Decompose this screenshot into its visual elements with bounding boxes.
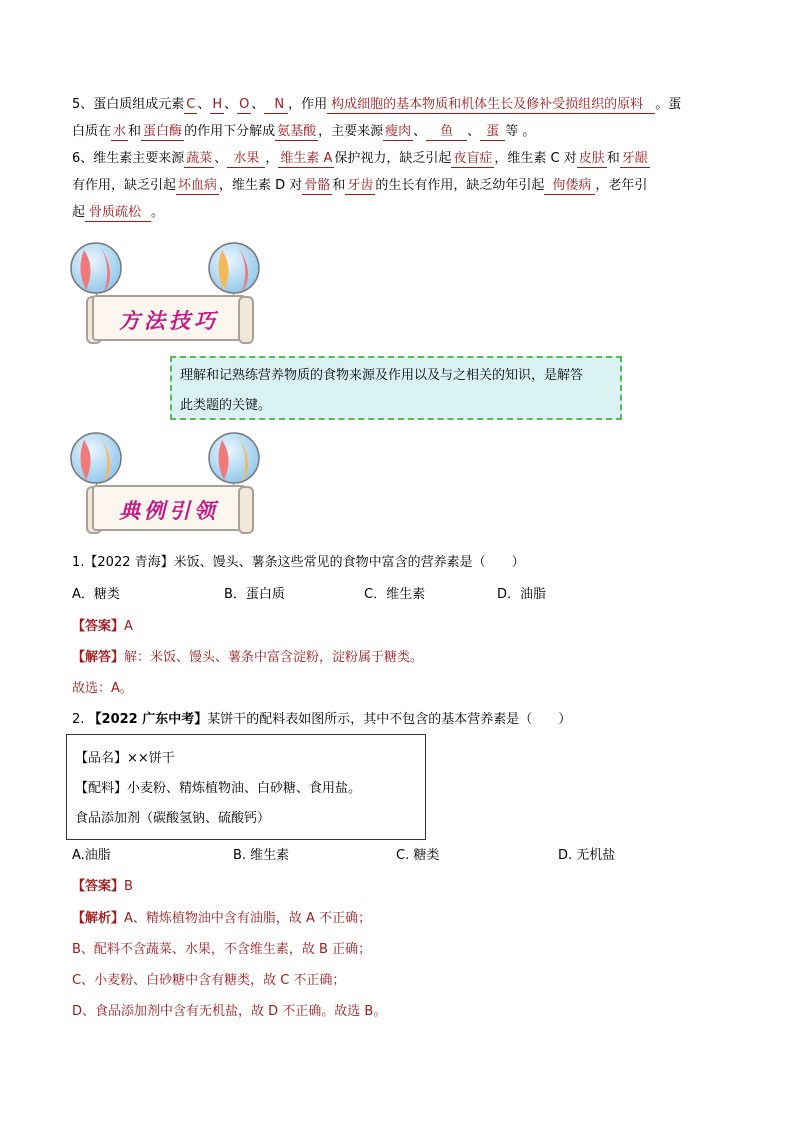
explain-text: A、精炼植物油中含有油脂，故 A 不正确；: [124, 911, 372, 926]
explain-label: 【解析】: [72, 911, 125, 926]
blank-answer: 骨骼: [304, 178, 331, 193]
explain-label: 【解答】: [72, 650, 125, 665]
banner-method-tips: [66, 238, 266, 353]
blank-answer: 构成细胞的基本物质和机体生长及修补受损组织的原料: [327, 97, 655, 114]
banner-title: 方法技巧: [119, 308, 219, 333]
tip-line: 理解和记熟练营养物质的食物来源及作用以及与之相关的知识，是解答: [180, 368, 584, 383]
text: 的生长有作用，缺乏幼年引起: [375, 178, 545, 193]
blank-answer: 佝偻病: [544, 178, 595, 195]
text: ，维生素 D 对: [219, 178, 303, 193]
recipe-line: 食品添加剂（碳酸氢钠、硫酸钙）: [75, 811, 271, 826]
scroll-banner: [92, 485, 246, 531]
blank-answer: 维生素 A: [280, 151, 333, 166]
blank-answer: N: [264, 97, 288, 114]
text: ，主要来源: [318, 124, 384, 139]
blank-answer: 氨基酸: [277, 124, 317, 139]
ex2-question: [72, 710, 571, 730]
text: 和: [332, 178, 346, 193]
text: ，: [265, 151, 279, 166]
q6-line-3: [72, 203, 164, 223]
text: 、: [467, 124, 481, 139]
ex2-option-d: D. 无机盐: [558, 848, 616, 863]
blank-answer: O: [239, 97, 250, 112]
banner-title: 典例引领: [119, 498, 219, 523]
q5-line-1: [72, 95, 681, 115]
text: 、: [251, 97, 265, 112]
text: 起: [72, 205, 86, 220]
text: 、: [224, 97, 238, 112]
ex2-option-b: B. 维生素: [233, 848, 290, 863]
answer-label: 【答案】: [72, 619, 125, 634]
text: ，维生素 C 对: [494, 151, 577, 166]
text: 。蛋: [655, 97, 682, 112]
ex2-option-a: A.油脂: [72, 848, 111, 863]
text: 保护视力，缺乏引起: [334, 151, 452, 166]
recipe-line: 【配料】小麦粉、精炼植物油、白砂糖、食用盐。: [75, 781, 362, 796]
ex1-question: 1.【2022 青海】米饭、馒头、薯条这些常见的食物中富含的营养素是（ ）: [72, 555, 525, 570]
blank-answer: 水: [113, 124, 127, 139]
scroll-curl-right: [238, 486, 254, 534]
blank-answer: 皮肤: [578, 151, 605, 166]
tip-box: [170, 356, 622, 420]
ex2-explanation-1: [72, 909, 371, 929]
answer-label: 【答案】: [72, 879, 125, 894]
blank-answer: C: [186, 97, 196, 112]
tip-line: 此类题的关键。: [180, 398, 272, 413]
text: 和: [128, 124, 142, 139]
text: 白质在: [72, 124, 112, 139]
ex1-answer: [72, 617, 133, 637]
text: 等 。: [505, 124, 536, 139]
text: 某饼干的配料表如图所示，其中不包含的基本营养素是（ ）: [207, 712, 572, 727]
text: 5、蛋白质组成元素: [72, 97, 185, 112]
text: 。: [151, 205, 165, 220]
answer-value: B: [124, 879, 133, 894]
blank-answer: 牙齿: [347, 178, 374, 193]
text: 、: [197, 97, 211, 112]
blank-answer: 瘦肉: [385, 124, 412, 139]
text: ，老年引: [595, 178, 648, 193]
blank-answer: 水果: [227, 151, 265, 168]
recipe-box: [66, 734, 426, 840]
source-tag: 【2022 广东中考】: [88, 712, 208, 727]
text: 6、维生素主要来源: [72, 151, 185, 166]
ex1-conclusion: 故选：A。: [72, 681, 133, 696]
q5-line-2: [72, 122, 535, 142]
text: ，作用: [288, 97, 328, 112]
blank-answer: 蛋: [480, 124, 505, 141]
explain-text: 解：米饭、馒头、薯条中富含淀粉，淀粉属于糖类。: [124, 650, 424, 665]
ex2-explanation-3: C、小麦粉、白砂糖中含有糖类，故 C 不正确；: [72, 973, 346, 988]
banner-typical-examples: [66, 428, 266, 543]
ex1-explanation: [72, 648, 423, 668]
blank-answer: H: [212, 97, 223, 112]
blank-answer: 坏血病: [178, 178, 218, 193]
scroll-banner: [92, 295, 246, 341]
q6-line-2: [72, 176, 647, 196]
blank-answer: 蔬菜: [186, 151, 213, 166]
ex1-option-c: C．维生素: [364, 587, 426, 602]
ex2-option-c: C. 糖类: [396, 848, 440, 863]
text: 有作用，缺乏引起: [72, 178, 177, 193]
q6-line-1: [72, 149, 650, 169]
scroll-curl-right: [238, 296, 254, 344]
ex1-option-a: A．糖类: [72, 587, 120, 602]
ex2-answer: [72, 877, 133, 897]
ex2-explanation-4: D、食品添加剂中含有无机盐，故 D 不正确。故选 B。: [72, 1004, 387, 1019]
text: 、: [413, 124, 427, 139]
text: 的作用下分解成: [184, 124, 276, 139]
blank-answer: 鱼: [426, 124, 467, 141]
blank-answer: 牙龈: [621, 151, 648, 166]
recipe-line: 【品名】××饼干: [75, 751, 175, 766]
blank-answer: 骨质疏松: [85, 205, 151, 222]
text: 2.: [72, 712, 89, 727]
answer-value: A: [124, 619, 133, 634]
blank-answer: 蛋白酶: [143, 124, 183, 139]
ex2-explanation-2: B、配料不含蔬菜、水果，不含维生素，故 B 正确；: [72, 942, 372, 957]
blank-answer: 夜盲症: [453, 151, 493, 166]
text: 和: [606, 151, 620, 166]
ex1-option-d: D．油脂: [497, 587, 547, 602]
text: 、: [214, 151, 228, 166]
ex1-option-b: B．蛋白质: [224, 587, 285, 602]
